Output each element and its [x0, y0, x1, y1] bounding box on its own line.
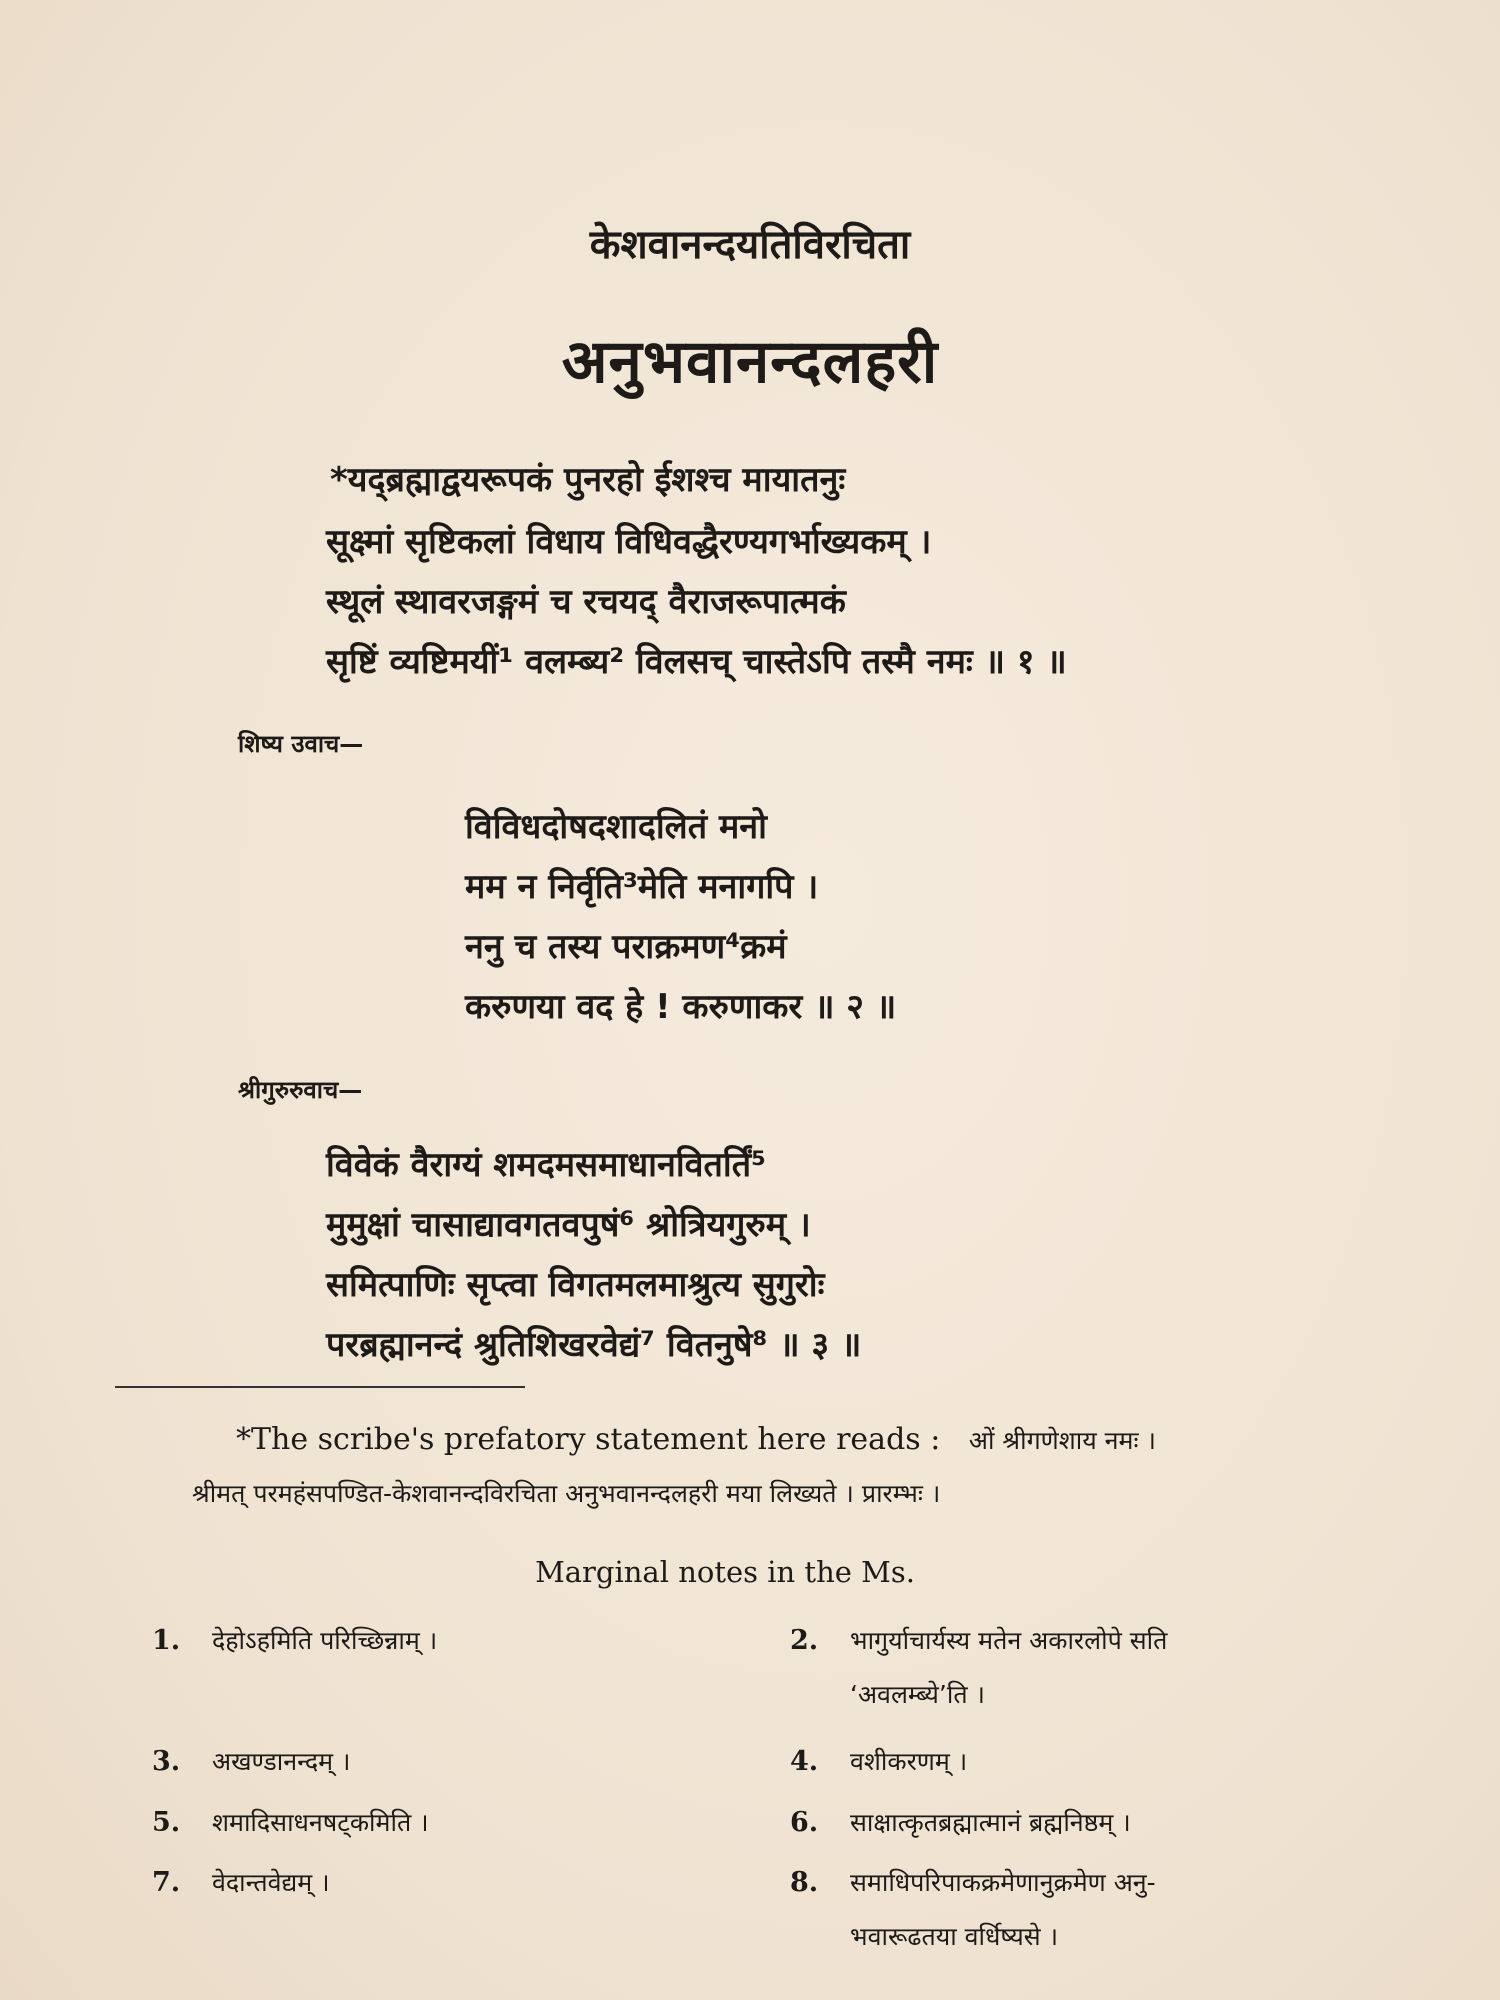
verse-1-line-3: स्थूलं स्थावरजङ्गमं च रचयद् वैराजरूपात्मकं	[326, 582, 846, 622]
marginal-note-4	[790, 1735, 967, 1789]
verse-2-line-3: ननु च तस्य पराक्रमण⁴क्रमं	[465, 927, 787, 967]
footnote-invocation: ओं श्रीगणेशाय नमः ।	[968, 1426, 1156, 1455]
marginal-notes-heading: Marginal notes in the Ms.	[535, 1555, 915, 1589]
note-text: शमादिसाधनषट्कमिति ।	[212, 1808, 429, 1837]
note-text: वशीकरणम् ।	[850, 1747, 968, 1776]
marginal-note-3	[152, 1735, 351, 1789]
note-text: अखण्डानन्दम् ।	[212, 1747, 351, 1776]
marginal-note-5	[152, 1796, 429, 1850]
marginal-note-2	[790, 1614, 1167, 1722]
speaker-disciple: शिष्य उवाच—	[238, 730, 364, 758]
verse-1-line-2: सूक्ष्मां सृष्टिकलां विधाय विधिवद्धैरण्यगर्भाख्यकम् ।	[326, 522, 932, 562]
marginal-note-1	[152, 1614, 437, 1668]
note-number: 8.	[790, 1867, 819, 1898]
verse-2-line-2: मम न निर्वृति³मेति मनागपि ।	[465, 867, 819, 907]
footnote-divider	[115, 1386, 525, 1388]
note-number: 3.	[152, 1746, 181, 1777]
verse-2-line-4: करुणया वद हे ! करुणाकर ॥ २ ॥	[465, 987, 897, 1027]
verse-1-line-4: सृष्टिं व्यष्टिमयीं¹ वलम्ब्य² विलसच् चास्तेऽपि तस्मै नमः ॥ १ ॥	[326, 642, 1067, 682]
note-text: समाधिपरिपाकक्रमेणानुक्रमेण अनु- भवारूढतया वर्धिष्यसे ।	[850, 1868, 1156, 1951]
verse-3-line-2: मुमुक्षां चासाद्यावगतवपुषं⁶ श्रोत्रियगुरुम् ।	[326, 1205, 811, 1245]
verse-2-line-1: विविधदोषदशादलितं मनो	[465, 807, 767, 847]
verse-3-line-4: परब्रह्मानन्दं श्रुतिशिखरवेद्यं⁷ वितनुषे⁸ ॥ ३ ॥	[326, 1325, 862, 1365]
footnote-line-2: श्रीमत् परमहंसपण्डित-केशवानन्दविरचिता अनुभवानन्दलहरी मया लिख्यते । प्रारम्भः ।	[192, 1479, 941, 1508]
note-number: 1.	[152, 1625, 181, 1656]
marginal-note-7	[152, 1856, 330, 1910]
footnote-line-1	[236, 1422, 1366, 1457]
verse-3-line-3: समित्पाणिः सृप्त्वा विगतमलमाश्रुत्य सुगुरोः	[326, 1265, 825, 1305]
note-text: वेदान्तवेद्यम् ।	[212, 1868, 330, 1897]
note-text: साक्षात्कृतब्रह्मात्मानं ब्रह्मनिष्ठम् ।	[850, 1808, 1131, 1837]
note-number: 2.	[790, 1625, 819, 1656]
note-number: 4.	[790, 1746, 819, 1777]
note-number: 5.	[152, 1807, 181, 1838]
footnote-english: *The scribe's prefatory statement here reads :	[236, 1422, 941, 1457]
note-text: देहोऽहमिति परिच्छिन्नाम् ।	[212, 1626, 438, 1655]
speaker-guru: श्रीगुरुरुवाच—	[238, 1076, 363, 1104]
verse-3-line-1: विवेकं वैराग्यं शमदमसमाधानवितर्तिं⁵	[326, 1145, 767, 1185]
marginal-note-8	[790, 1856, 1156, 1964]
note-text: भागुर्याचार्यस्य मतेन अकारलोपे सति ‘अवलम्ब्ये’ति ।	[850, 1626, 1168, 1709]
note-number: 7.	[152, 1867, 181, 1898]
work-attribution: केशवानन्दयतिविरचिता	[589, 222, 911, 268]
note-number: 6.	[790, 1807, 819, 1838]
marginal-note-6	[790, 1796, 1131, 1850]
verse-1-line-1: *यद्ब्रह्माद्वयरूपकं पुनरहो ईशश्च मायातनुः	[330, 460, 846, 500]
page-title: अनुभवानन्दलहरी	[561, 327, 939, 397]
